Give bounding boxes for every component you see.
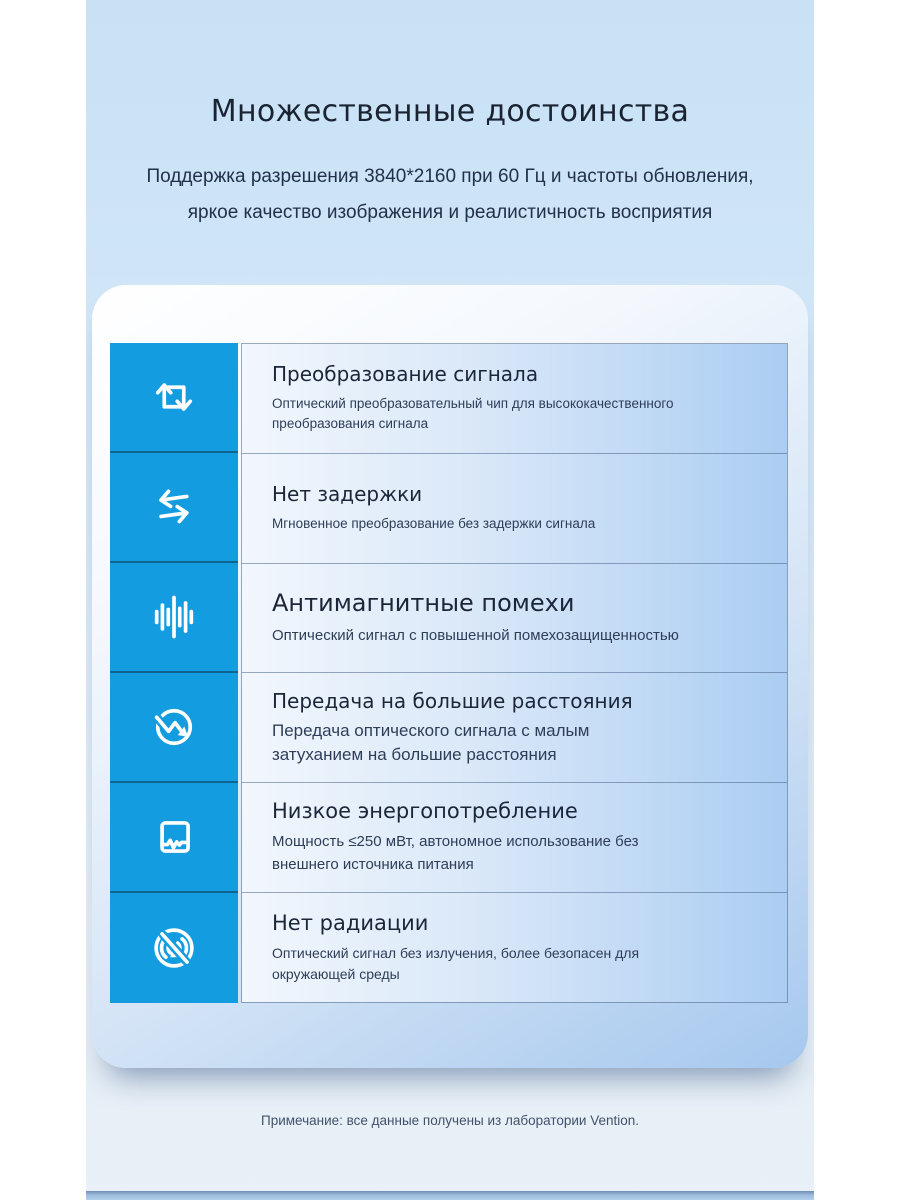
icon-cell [110, 673, 238, 783]
feature-title: Нет радиации [272, 910, 429, 935]
feature-table [110, 343, 788, 1003]
icon-cell [110, 563, 238, 673]
feature-row [242, 783, 787, 893]
no-radiation-icon [148, 922, 200, 974]
icon-column [110, 343, 238, 1003]
feature-description: Оптический сигнал с повышенной помехозащищенностью [272, 626, 679, 644]
feature-title: Низкое энергопотребление [272, 799, 578, 824]
low-power-icon [148, 811, 200, 863]
feature-title: Антимагнитные помехи [272, 588, 575, 617]
feature-row [242, 344, 787, 454]
feature-row [242, 454, 787, 564]
icon-cell [110, 893, 238, 1003]
feature-text-column [241, 343, 788, 1003]
feature-description: Мощность ≤250 мВт, автономное использование без внешнего источника питания [272, 833, 639, 873]
next-section-edge [86, 1191, 814, 1200]
feature-description: Мгновенное преобразование без задержки сигнала [272, 516, 596, 532]
icon-cell [110, 343, 238, 453]
feature-row [242, 893, 787, 1002]
feature-title: Нет задержки [272, 482, 423, 507]
feature-description: Передача оптического сигнала с малым затуханием на большие расстояния [272, 721, 590, 764]
repeat-icon [148, 371, 200, 423]
subtitle-line-1: Поддержка разрешения 3840*2160 при 60 Гц и частоты обновления, [146, 166, 754, 187]
lab-footnote: Примечание: все данные получены из лаборатории Vention. [260, 1113, 640, 1128]
features-card [92, 285, 808, 1068]
feature-description: Оптический преобразовательный чип для высококачественного преобразования сигнала [272, 396, 674, 432]
waveform-icon [148, 591, 200, 643]
subtitle-line-2: яркое качество изображения и реалистичность восприятия [187, 202, 713, 223]
feature-row [242, 564, 787, 674]
feature-title: Передача на большие расстояния [272, 689, 633, 714]
icon-cell [110, 783, 238, 893]
page-title: Множественные достоинства [210, 94, 690, 129]
feature-title: Преобразование сигнала [272, 362, 539, 387]
feature-description: Оптический сигнал без излучения, более безопасен для окружающей среды [272, 944, 640, 982]
icon-cell [110, 453, 238, 563]
product-infographic [86, 0, 814, 1200]
feature-row [242, 673, 787, 783]
transfer-arrows-icon [148, 481, 200, 533]
long-distance-icon [148, 701, 200, 753]
